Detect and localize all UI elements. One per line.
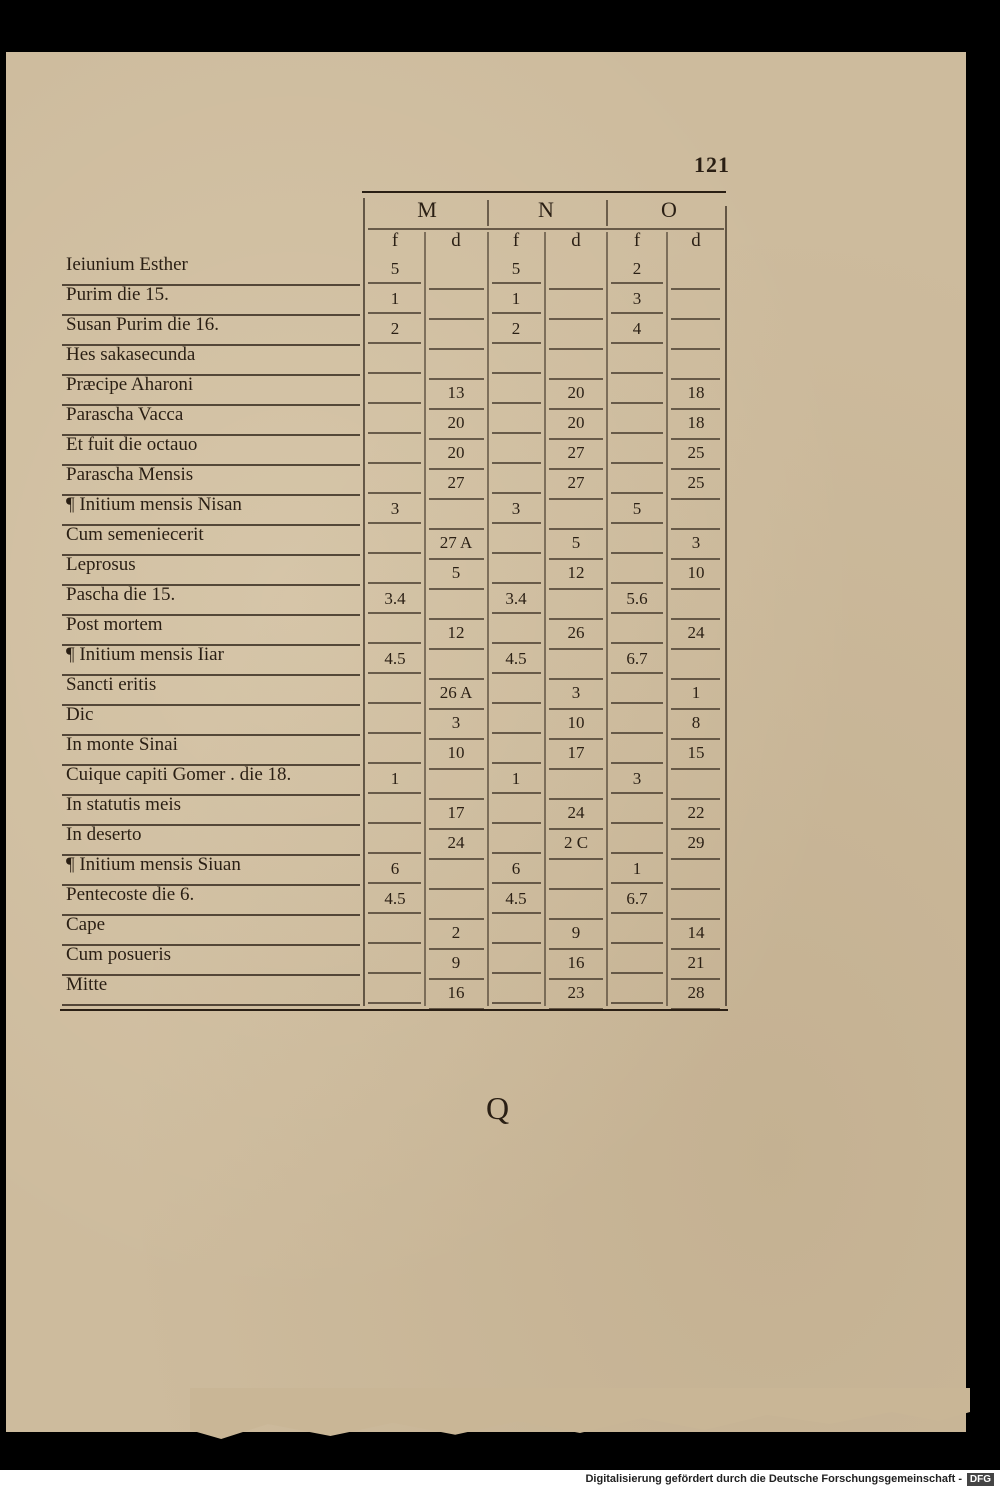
row-label: Cuique capiti Gomer . die 18. — [66, 764, 292, 785]
row-label: In deserto — [66, 824, 142, 845]
column-group-header: M — [417, 197, 437, 222]
table-cell: 3 — [632, 769, 642, 788]
table-cell: 9 — [451, 953, 461, 972]
row-label: Post mortem — [66, 614, 163, 635]
row-label: Sancti eritis — [66, 674, 157, 695]
table-cell: 4 — [632, 319, 642, 338]
page-number: 121 — [694, 152, 730, 177]
row-label: ¶ Initium mensis Nisan — [66, 494, 242, 515]
table-cell: 1 — [511, 289, 521, 308]
row-label: Pentecoste die 6. — [66, 884, 195, 905]
table-cell: 3 — [691, 533, 701, 552]
table-cell: 18 — [687, 383, 705, 402]
table-cell: 24 — [447, 833, 465, 852]
table-cell: 29 — [687, 833, 705, 852]
table-cell: 27 — [567, 443, 585, 462]
column-subheader: f — [633, 230, 641, 251]
table-cell: 20 — [567, 413, 585, 432]
row-label: Et fuit die octauo — [66, 434, 198, 455]
column-subheader: d — [451, 230, 461, 251]
column-group-header: O — [661, 197, 677, 222]
table-cell: 20 — [447, 413, 465, 432]
table-cell: 4.5 — [505, 889, 527, 908]
table-cell: 16 — [447, 983, 465, 1002]
table-cell: 27 A — [439, 533, 473, 552]
table-cell: 3 — [632, 289, 642, 308]
table-cell: 5 — [571, 533, 581, 552]
footer-text: Digitalisierung gefördert durch die Deutsche Forschungsgemeinschaft - — [585, 1473, 962, 1485]
table-cell: 3 — [390, 499, 400, 518]
table-cell: 12 — [567, 563, 585, 582]
row-label: ¶ Initium mensis Siuan — [66, 854, 241, 875]
table-cell: 8 — [691, 713, 701, 732]
table-cell: 18 — [687, 413, 705, 432]
table-cell: 27 — [567, 473, 585, 492]
row-label: Leprosus — [66, 554, 136, 575]
table-cell: 10 — [447, 743, 465, 762]
table-cell: 24 — [567, 803, 585, 822]
row-label: Cape — [66, 914, 106, 935]
table-cell: 6.7 — [626, 649, 648, 668]
table-cell: 27 — [447, 473, 465, 492]
table-cell: 1 — [511, 769, 521, 788]
row-label: Mitte — [66, 974, 108, 995]
table-cell: 10 — [567, 713, 585, 732]
table-cell: 5.6 — [626, 589, 648, 608]
table-cell: 2 — [390, 319, 400, 338]
table-cell: 3.4 — [505, 589, 527, 608]
column-subheader: f — [512, 230, 520, 251]
column-subheader: d — [571, 230, 581, 251]
table-cell: 17 — [447, 803, 465, 822]
table-cell: 23 — [567, 983, 585, 1002]
table-cell: 24 — [687, 623, 705, 642]
table-cell: 6 — [390, 859, 400, 878]
table-cell: 3 — [451, 713, 461, 732]
table-cell: 2 — [632, 259, 642, 278]
row-label: Ieiunium Esther — [66, 254, 188, 275]
row-label: Cum posueris — [66, 944, 172, 965]
row-label: Parascha Vacca — [66, 404, 184, 425]
row-label: Hes sakasecunda — [66, 344, 196, 365]
table-cell: 2 C — [563, 833, 589, 852]
table-cell: 10 — [687, 563, 705, 582]
table-cell: 13 — [447, 383, 465, 402]
table-cell: 5 — [511, 259, 521, 278]
table-cell: 6 — [511, 859, 521, 878]
table-cell: 5 — [390, 259, 400, 278]
table-cell: 5 — [451, 563, 461, 582]
row-label: Præcipe Aharoni — [66, 374, 194, 395]
table-cell: 1 — [632, 859, 642, 878]
table-cell: 3 — [511, 499, 521, 518]
table-cell: 28 — [687, 983, 705, 1002]
table-cell: 15 — [687, 743, 705, 762]
table-cell: 26 A — [439, 683, 473, 702]
table-cell: 3.4 — [384, 589, 406, 608]
column-subheader: d — [691, 230, 701, 251]
column-subheader: f — [391, 230, 399, 251]
table-cell: 4.5 — [505, 649, 527, 668]
dfg-logo: DFG — [967, 1473, 994, 1486]
row-label: Parascha Mensis — [66, 464, 194, 485]
row-label: In statutis meis — [66, 794, 182, 815]
table-cell: 4.5 — [384, 889, 406, 908]
table-cell: 22 — [687, 803, 705, 822]
row-label: Dic — [66, 704, 94, 725]
table-cell: 6.7 — [626, 889, 648, 908]
table-cell: 4.5 — [384, 649, 406, 668]
table-cell: 14 — [687, 923, 705, 942]
table-cell: 25 — [687, 443, 705, 462]
row-label: In monte Sinai — [66, 734, 178, 755]
table-cell: 16 — [567, 953, 585, 972]
table-cell: 3 — [571, 683, 581, 702]
row-label: Purim die 15. — [66, 284, 169, 305]
table-cell: 20 — [447, 443, 465, 462]
column-group-header: N — [538, 197, 554, 222]
table-cell: 5 — [632, 499, 642, 518]
table-cell: 20 — [567, 383, 585, 402]
table-cell: 2 — [511, 319, 521, 338]
footer-bar — [0, 1470, 1000, 1490]
row-label: Cum semeniecerit — [66, 524, 204, 545]
table-cell: 25 — [687, 473, 705, 492]
table-cell: 9 — [571, 923, 581, 942]
row-label: Susan Purim die 16. — [66, 314, 220, 335]
table-cell: 1 — [691, 683, 701, 702]
table-cell: 1 — [390, 769, 400, 788]
signature-mark: Q — [486, 1090, 510, 1126]
row-label: Pascha die 15. — [66, 584, 176, 605]
table-cell: 1 — [390, 289, 400, 308]
table-cell: 26 — [567, 623, 585, 642]
table-cell: 12 — [447, 623, 465, 642]
table-cell: 2 — [451, 923, 461, 942]
table-cell: 17 — [567, 743, 585, 762]
table-cell: 21 — [687, 953, 705, 972]
row-label: ¶ Initium mensis Iiar — [66, 644, 224, 665]
